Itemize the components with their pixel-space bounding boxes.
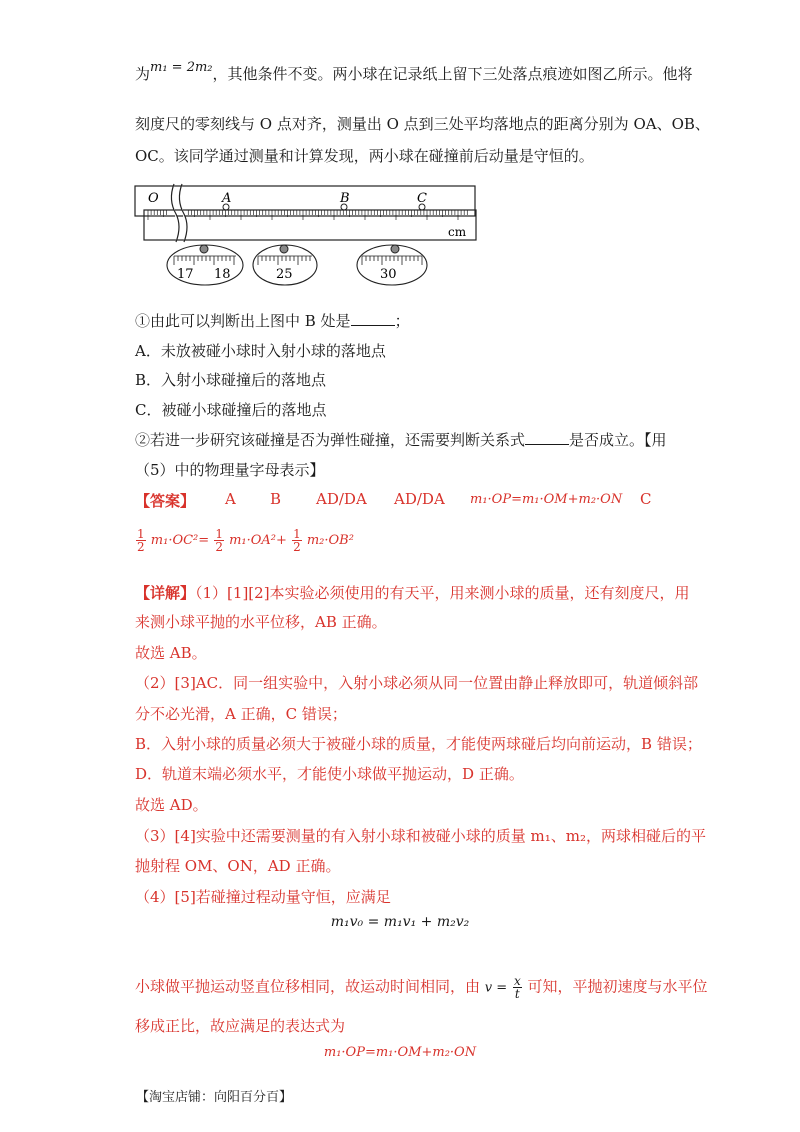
text-wei: 为 — [135, 65, 151, 83]
equation-momentum: m₁v₀ = m₁v₁ + m₂v₂ — [330, 914, 470, 930]
zoom-label-17: 17 — [177, 267, 194, 282]
text-line-1-rest: ，其他条件不变。两小球在记录纸上留下三处落点痕迹如图乙所示。他将 — [212, 65, 693, 83]
detail-line-10: 抛射程 OM、ON，AD 正确。 — [135, 857, 341, 875]
eq-v: v = — [484, 980, 508, 996]
frac-den: 2 — [137, 540, 145, 554]
question-2-cont: （5）中的物理量字母表示】 — [135, 461, 325, 479]
question-2 — [135, 430, 667, 450]
detail-line-9: （3）[4]实验中还需要测量的有入射小球和被碰小球的质量 m₁、m₂，两球相碰后的平 — [135, 827, 707, 845]
detail-p12a: 小球做平抛运动竖直位移相同，故运动时间相同，由 — [135, 977, 481, 996]
text-line-1 — [135, 60, 693, 86]
detail-line-1 — [135, 583, 690, 603]
detail-line-3: 故选 AB。 — [135, 644, 207, 662]
frac-num: 1 — [137, 527, 145, 541]
label-C: C — [417, 191, 427, 206]
answer-blank-2 — [525, 430, 569, 445]
ruler-body — [144, 210, 476, 240]
footer-shop: 【淘宝店铺：向阳百分百】 — [136, 1090, 293, 1105]
text-line-3: OC。该同学通过测量和计算发现，两小球在碰撞前后动量是守恒的。 — [135, 147, 594, 165]
zoom-label-30: 30 — [380, 267, 397, 282]
option-A: A．未放被碰小球时入射小球的落地点 — [135, 342, 386, 360]
detail-line-13: 移成正比，故应满足的表达式为 — [135, 1017, 346, 1035]
detail-line-12 — [135, 975, 708, 1000]
frac-num: 1 — [293, 527, 301, 541]
answer-tag: 【答案】 — [135, 492, 196, 510]
frac-x-over-t — [513, 975, 522, 1000]
detail-line-4: （2）[3]AC．同一组实验中，入射小球必须从同一位置由静止释放即可，轨道倾斜部 — [135, 674, 699, 692]
answer-6: C — [640, 490, 652, 508]
label-B: B — [340, 191, 350, 206]
detail-p1: （1）[1][2]本实验必须使用的有天平，用来测小球的质量，还有刻度尺，用 — [195, 584, 690, 602]
option-C: C．被碰小球碰撞后的落地点 — [135, 401, 327, 419]
answer-equation-elastic — [135, 528, 354, 553]
frac-num: 1 — [215, 527, 223, 541]
answer-4: AD/DA — [394, 490, 445, 508]
answer-1: A — [225, 490, 236, 508]
detail-line-5: 分不必光滑，A 正确，C 错误； — [135, 705, 347, 723]
answer-2: B — [270, 490, 282, 508]
option-B: B．入射小球碰撞后的落地点 — [135, 371, 327, 389]
zoom-ticks — [174, 256, 422, 265]
equation-final: m₁·OP=m₁·OM+m₂·ON — [323, 1045, 477, 1060]
zoom-ball-1 — [200, 245, 208, 253]
detail-p12b: 可知，平抛初速度与水平位 — [527, 977, 708, 996]
frac-t: t — [514, 987, 520, 1001]
detail-line-6: B．入射小球的质量必须大于被碰小球的质量，才能使两球碰后均向前运动，B 错误； — [135, 735, 702, 753]
zoom-label-18: 18 — [214, 267, 231, 282]
eq2-term2: m₁·OA²+ — [229, 533, 287, 548]
frac-den: 2 — [215, 540, 223, 554]
break-mark — [171, 184, 179, 242]
question-1 — [135, 311, 410, 331]
frac-half-1 — [136, 528, 146, 553]
question-2-text: ②若进一步研究该碰撞是否为弹性碰撞，还需要判断关系式 — [135, 431, 526, 449]
frac-half-3 — [292, 528, 302, 553]
detail-line-7: D．轨道末端必须水平，才能使小球做平抛运动，D 正确。 — [135, 765, 524, 783]
eq2-term3: m₂·OB² — [306, 533, 354, 548]
question-1-end: ； — [394, 312, 410, 330]
label-O: O — [148, 191, 159, 206]
answer-row — [0, 490, 800, 510]
equation-m1-2m2: m₁ = 2m₂ — [150, 60, 213, 75]
zoom-label-25: 25 — [276, 267, 293, 282]
ruler-ticks — [148, 210, 467, 220]
frac-den: 2 — [293, 540, 301, 554]
ruler-figure — [130, 180, 490, 290]
label-A: A — [222, 191, 232, 206]
answer-5: m₁·OP=m₁·OM+m₂·ON — [470, 492, 623, 507]
eq2-term1: m₁·OC²= — [150, 533, 210, 548]
answer-3: AD/DA — [316, 490, 367, 508]
detail-line-11: （4）[5]若碰撞过程动量守恒，应满足 — [135, 888, 391, 906]
break-mark-2 — [179, 184, 187, 242]
frac-x: x — [513, 974, 521, 988]
detail-tag: 【详解】 — [135, 584, 196, 602]
detail-line-8: 故选 AD。 — [135, 796, 208, 814]
zoom-ball-2 — [280, 245, 288, 253]
unit-cm: cm — [448, 225, 467, 239]
frac-half-2 — [214, 528, 224, 553]
answer-blank-1 — [351, 311, 395, 326]
question-1-text: ①由此可以判断出上图中 B 处是 — [135, 312, 351, 330]
text-line-2: 刻度尺的零刻线与 O 点对齐，测量出 O 点到三处平均落地点的距离分别为 OA、OB、 — [135, 115, 710, 133]
detail-line-2: 来测小球平抛的水平位移，AB 正确。 — [135, 613, 387, 631]
zoom-ball-3 — [391, 245, 399, 253]
question-2-text-end: 是否成立。【用 — [569, 431, 667, 449]
